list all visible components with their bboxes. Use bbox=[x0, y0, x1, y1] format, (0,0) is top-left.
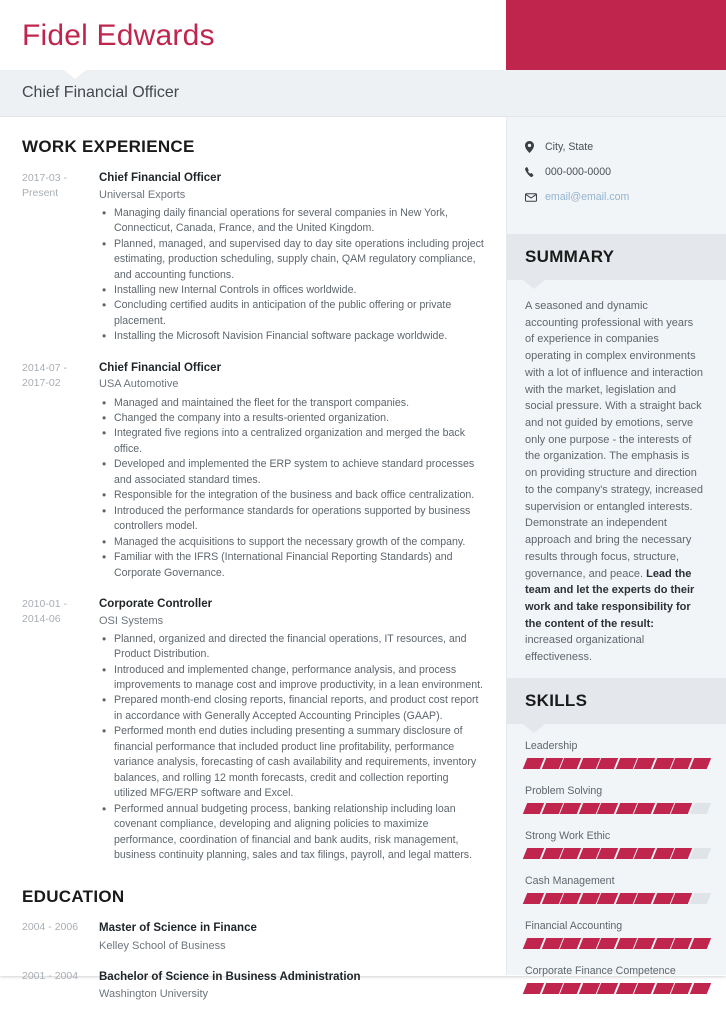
skill-segment bbox=[541, 803, 562, 814]
experience-bullet: • Performed annual budgeting process, banking relationship including loan covenant compliance, developing and aligning policies to maximize performance, coordination of financial and bank audits, risk management, business continuity planning, sales and tax filings, payroll, and legal matters. bbox=[99, 802, 484, 864]
skill-segment bbox=[597, 758, 618, 769]
education-date: 2001 - 2004 bbox=[22, 969, 79, 982]
skill-segment bbox=[671, 803, 692, 814]
skill-segment bbox=[689, 848, 710, 859]
skill-label: Strong Work Ethic bbox=[525, 829, 611, 842]
experience-bullet: • Managing daily financial operations for several companies in New York, Connecticut, Canada, France, and the United Kingdom. bbox=[99, 206, 484, 237]
resume-body bbox=[0, 117, 726, 1001]
summary-paragraph-tail: increased organizational effectiveness. bbox=[525, 634, 645, 664]
summary-text bbox=[507, 280, 726, 674]
skill-label: Corporate Finance Competence bbox=[525, 964, 676, 977]
skill-segment bbox=[597, 938, 618, 949]
skill-segment bbox=[689, 893, 710, 904]
summary-notch-icon bbox=[523, 280, 545, 289]
header-notch-icon bbox=[64, 70, 86, 79]
skill-segment bbox=[652, 938, 673, 949]
job-title-band bbox=[0, 70, 726, 117]
resume-header bbox=[0, 0, 726, 70]
skill-segment bbox=[597, 848, 618, 859]
skill-segment bbox=[671, 848, 692, 859]
main-column bbox=[0, 117, 507, 1001]
contact-email-link[interactable]: email@email.com bbox=[545, 191, 630, 203]
skill-segment bbox=[578, 758, 599, 769]
skills-heading-band bbox=[507, 678, 726, 724]
skill-segment bbox=[578, 803, 599, 814]
map-pin-icon bbox=[525, 141, 545, 153]
skill-segment bbox=[597, 893, 618, 904]
summary-heading-band bbox=[507, 234, 726, 280]
education-heading: EDUCATION bbox=[22, 887, 125, 907]
skill-segment bbox=[615, 803, 636, 814]
education-entry bbox=[22, 920, 484, 954]
skill-segment bbox=[634, 938, 655, 949]
skill-segment bbox=[523, 848, 544, 859]
job-title-right bbox=[506, 70, 726, 116]
skill-segment bbox=[689, 758, 710, 769]
header-accent-block bbox=[506, 0, 726, 70]
skill-segment bbox=[597, 803, 618, 814]
skill-item bbox=[525, 740, 708, 769]
job-title-left bbox=[0, 70, 506, 116]
experience-date: 2014-07 - 2017-02 bbox=[22, 361, 67, 389]
experience-role: Corporate Controller bbox=[99, 597, 213, 610]
skill-segment bbox=[615, 758, 636, 769]
experience-bullet: • Performed month end duties including presenting a summary disclosure of financial performance that included product line profitability, performance variance analysis, forecasting of cash availability and requirements, inventory balances, and rolling 12 month forecasts, credit and collection reporting utilized MFG/ERP software and Excel. bbox=[99, 724, 484, 801]
skill-segment bbox=[615, 938, 636, 949]
skill-rating-bar bbox=[525, 758, 708, 769]
page-title: Fidel Edwards bbox=[22, 18, 215, 52]
skill-label: Problem Solving bbox=[525, 784, 603, 797]
work-experience-list bbox=[22, 170, 484, 863]
skill-segment bbox=[541, 938, 562, 949]
skill-rating-bar bbox=[525, 848, 708, 859]
experience-bullet-list bbox=[99, 206, 484, 345]
experience-entry bbox=[22, 170, 484, 345]
skill-segment bbox=[634, 893, 655, 904]
contact-value: 000-000-0000 bbox=[545, 166, 611, 178]
education-body bbox=[96, 969, 484, 1003]
skill-segment bbox=[634, 758, 655, 769]
job-title: Chief Financial Officer bbox=[22, 84, 180, 101]
experience-bullet: • Planned, organized and directed the financial operations, IT resources, and Product Distribution. bbox=[99, 632, 484, 663]
experience-bullet: • Changed the company into a results-oriented organization. bbox=[99, 411, 484, 426]
skill-segment bbox=[615, 983, 636, 994]
experience-date: 2010-01 - 2014-06 bbox=[22, 597, 67, 625]
contact-value: City, State bbox=[545, 141, 594, 153]
skill-segment bbox=[689, 983, 710, 994]
skill-segment bbox=[541, 758, 562, 769]
summary-heading: SUMMARY bbox=[525, 247, 615, 266]
contact-row bbox=[525, 166, 726, 178]
skill-item bbox=[525, 785, 708, 814]
skill-segment bbox=[578, 893, 599, 904]
skill-segment bbox=[652, 848, 673, 859]
contact-block bbox=[507, 117, 726, 230]
experience-date: 2017-03 - Present bbox=[22, 172, 67, 199]
skill-segment bbox=[652, 758, 673, 769]
experience-role: Chief Financial Officer bbox=[99, 361, 222, 374]
skill-segment bbox=[541, 848, 562, 859]
skill-segment bbox=[671, 893, 692, 904]
phone-icon bbox=[525, 167, 545, 178]
skill-segment bbox=[634, 983, 655, 994]
skill-segment bbox=[523, 983, 544, 994]
work-experience-heading: WORK EXPERIENCE bbox=[22, 137, 195, 156]
skill-segment bbox=[615, 893, 636, 904]
education-entry bbox=[22, 969, 484, 1003]
skill-segment bbox=[541, 983, 562, 994]
name-area bbox=[0, 0, 506, 70]
skill-segment bbox=[652, 983, 673, 994]
skill-segment bbox=[560, 983, 581, 994]
experience-bullet: • Integrated five regions into a centralized organization and merged the back office. bbox=[99, 426, 484, 457]
skill-segment bbox=[560, 803, 581, 814]
experience-bullet: • Planned, managed, and supervised day to day site operations including project estimating, production scheduling, supply chain, QAM regulatory compliance, and accounting functions. bbox=[99, 237, 484, 283]
skill-segment bbox=[560, 893, 581, 904]
experience-body bbox=[96, 596, 484, 864]
experience-entry bbox=[22, 596, 484, 864]
skill-rating-bar bbox=[525, 938, 708, 949]
skill-segment bbox=[560, 758, 581, 769]
skill-label: Financial Accounting bbox=[525, 919, 623, 932]
experience-bullet: • Responsible for the integration of the business and back office centralization. bbox=[99, 488, 484, 503]
skill-item bbox=[525, 965, 708, 994]
skill-segment bbox=[523, 893, 544, 904]
skill-segment bbox=[578, 938, 599, 949]
experience-bullet: • Introduced and implemented change, performance analysis, and process improvements to manage cost and improve productivity, in a lean environment. bbox=[99, 663, 484, 694]
education-school: Kelley School of Business bbox=[99, 939, 226, 952]
skill-segment bbox=[689, 938, 710, 949]
skill-rating-bar bbox=[525, 983, 708, 994]
skill-segment bbox=[634, 803, 655, 814]
summary-paragraph-plain: A seasoned and dynamic accounting professional with years of experience in companies operating in complex environments with a lot of influence and interaction with the market, legislation and social pressure. With a straight back and not guided by emotions, serve only one purpose - the interests of the organization. The emphasis is on providing structure and direction to the company's strategy, increased supervision or entangled interests. Demonstrate an independent approach and bring the necessary results through focus, structure, governance, and peace. bbox=[525, 300, 703, 580]
sidebar bbox=[507, 117, 726, 975]
contact-row[interactable] bbox=[525, 191, 726, 203]
experience-bullet-list bbox=[99, 632, 484, 864]
education-body bbox=[96, 920, 484, 954]
skill-segment bbox=[597, 983, 618, 994]
experience-bullet: • Introduced the performance standards for operations supported by business controllers model. bbox=[99, 504, 484, 535]
experience-body bbox=[96, 170, 484, 345]
skill-segment bbox=[523, 758, 544, 769]
skill-item bbox=[525, 830, 708, 859]
summary-paragraph-bold: Lead the team and let the experts do their work and take responsibility for the content of the result: bbox=[525, 567, 695, 630]
skill-segment bbox=[689, 803, 710, 814]
skill-segment bbox=[671, 983, 692, 994]
education-list bbox=[22, 920, 484, 1003]
skill-rating-bar bbox=[525, 803, 708, 814]
skill-segment bbox=[652, 803, 673, 814]
experience-bullet: • Prepared month-end closing reports, financial reports, and product cost report in accordance with Generally Accepted Accounting Principles (GAAP). bbox=[99, 693, 484, 724]
skill-segment bbox=[615, 848, 636, 859]
experience-bullet-list bbox=[99, 396, 484, 581]
skill-segment bbox=[671, 938, 692, 949]
skill-segment bbox=[634, 848, 655, 859]
skill-segment bbox=[652, 893, 673, 904]
experience-organization: USA Automotive bbox=[99, 378, 179, 391]
experience-organization: OSI Systems bbox=[99, 614, 164, 627]
experience-bullet: • Managed and maintained the fleet for the transport companies. bbox=[99, 396, 484, 411]
experience-entry bbox=[22, 360, 484, 581]
education-degree: Master of Science in Finance bbox=[99, 922, 257, 935]
skill-item bbox=[525, 920, 708, 949]
skill-item bbox=[525, 875, 708, 904]
contact-row bbox=[525, 141, 726, 153]
skill-segment bbox=[560, 848, 581, 859]
experience-organization: Universal Exports bbox=[99, 188, 186, 201]
skills-list bbox=[507, 724, 726, 994]
skill-segment bbox=[523, 938, 544, 949]
skill-segment bbox=[523, 803, 544, 814]
skill-segment bbox=[578, 983, 599, 994]
experience-bullet: • Managed the acquisitions to support the necessary growth of the company. bbox=[99, 535, 484, 550]
experience-body bbox=[96, 360, 484, 581]
skills-notch-icon bbox=[523, 724, 545, 733]
experience-bullet: • Installing new Internal Controls in offices worldwide. bbox=[99, 283, 484, 298]
skill-segment bbox=[541, 893, 562, 904]
experience-bullet: • Installing the Microsoft Navision Financial software package worldwide. bbox=[99, 329, 484, 344]
education-degree: Bachelor of Science in Business Administration bbox=[99, 970, 361, 983]
experience-bullet: • Concluding certified audits in anticipation of the public offering or private placement. bbox=[99, 298, 484, 329]
skill-segment bbox=[671, 758, 692, 769]
skill-segment bbox=[578, 848, 599, 859]
skills-heading: SKILLS bbox=[525, 690, 588, 710]
experience-bullet: • Familiar with the IFRS (International Financial Reporting Standards) and Corporate Governance. bbox=[99, 550, 484, 581]
experience-bullet: • Developed and implemented the ERP system to achieve standard processes and associated standard times. bbox=[99, 457, 484, 488]
envelope-icon bbox=[525, 193, 545, 202]
experience-role: Chief Financial Officer bbox=[99, 172, 222, 184]
education-school: Washington University bbox=[99, 988, 209, 1001]
skill-label: Leadership bbox=[525, 739, 578, 752]
skill-segment bbox=[560, 938, 581, 949]
skill-rating-bar bbox=[525, 893, 708, 904]
skill-label: Cash Management bbox=[525, 874, 615, 887]
education-date: 2004 - 2006 bbox=[22, 921, 79, 934]
